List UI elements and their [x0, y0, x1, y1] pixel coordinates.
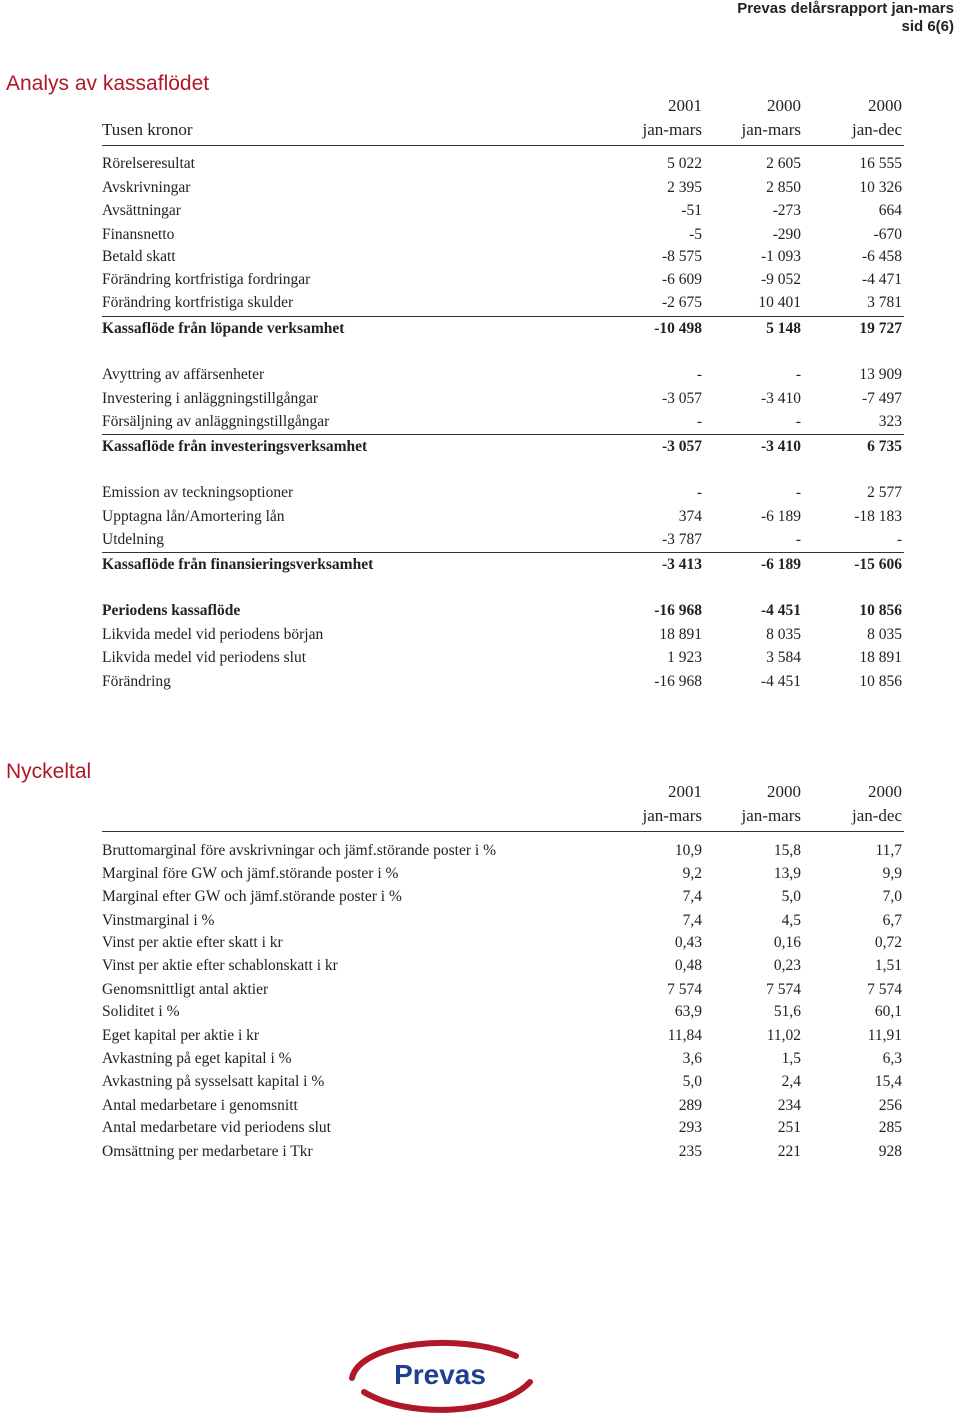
table-row — [102, 294, 904, 316]
row-value: - — [795, 413, 801, 430]
table-row — [102, 1073, 904, 1095]
col-period: jan-dec — [851, 806, 902, 825]
divider — [102, 316, 904, 317]
row-value: -3 057 — [661, 438, 702, 455]
row-value: 15,4 — [874, 1073, 902, 1090]
row-value: -6 609 — [661, 271, 702, 288]
table-row — [102, 226, 904, 248]
subtotal-row — [102, 320, 904, 342]
row-value: 7 574 — [867, 981, 902, 998]
row-label: Emission av teckningsoptioner — [102, 484, 294, 501]
row-value: -10 498 — [654, 320, 702, 337]
table-row — [102, 1119, 904, 1141]
row-label: Förändring kortfristiga skulder — [102, 294, 294, 311]
row-value: -6 189 — [760, 508, 801, 525]
row-label: Avkastning på eget kapital i % — [102, 1050, 292, 1067]
table-row — [102, 202, 904, 224]
row-label: Omsättning per medarbetare i Tkr — [102, 1143, 313, 1160]
table-row — [102, 842, 904, 864]
row-value: 928 — [878, 1143, 902, 1160]
row-value: 0,23 — [773, 957, 801, 974]
row-value: 10 856 — [859, 602, 902, 619]
row-value: 3 584 — [766, 649, 801, 666]
row-value: 293 — [678, 1119, 702, 1136]
table-row — [102, 248, 904, 270]
col-year: 2000 — [868, 96, 902, 115]
row-value: - — [795, 484, 801, 501]
row-label: Betald skatt — [102, 248, 176, 265]
row-value: -16 968 — [654, 673, 702, 690]
col-year: 2000 — [767, 782, 801, 801]
row-value: -51 — [681, 202, 702, 219]
row-value: 7 574 — [667, 981, 702, 998]
row-value: -4 451 — [760, 673, 801, 690]
table-row — [102, 1027, 904, 1049]
keyratios-section-title: Nyckeltal — [6, 760, 92, 783]
row-value: 6 735 — [867, 438, 902, 455]
row-value: 7,4 — [682, 912, 702, 929]
table-row — [102, 649, 904, 671]
row-value: - — [696, 413, 702, 430]
subtotal-row — [102, 438, 904, 460]
row-value: - — [696, 366, 702, 383]
row-value: -4 451 — [760, 602, 801, 619]
row-value: -8 575 — [661, 248, 702, 265]
row-label: Likvida medel vid periodens början — [102, 626, 324, 643]
row-value: 11,84 — [667, 1027, 702, 1044]
row-value: 6,3 — [882, 1050, 902, 1067]
row-value: 2,4 — [781, 1073, 801, 1090]
prevas-logo-mark — [340, 1334, 540, 1416]
row-value: 0,43 — [674, 934, 702, 951]
row-value: 235 — [678, 1143, 702, 1160]
row-value: 60,1 — [874, 1003, 902, 1020]
row-value: 1,5 — [781, 1050, 801, 1067]
row-label: Avyttring av affärsenheter — [102, 366, 265, 383]
row-value: -18 183 — [854, 508, 902, 525]
row-value: 10 401 — [758, 294, 801, 311]
row-value: 5 148 — [766, 320, 801, 337]
row-value: 9,9 — [882, 865, 902, 882]
col-period: jan-mars — [741, 120, 801, 139]
table-row — [102, 155, 904, 177]
row-value: 6,7 — [882, 912, 902, 929]
row-value: 19 727 — [859, 320, 902, 337]
row-label: Genomsnittligt antal aktier — [102, 981, 269, 998]
row-label: Investering i anläggningstillgångar — [102, 390, 319, 407]
row-value: 3,6 — [682, 1050, 702, 1067]
table-row — [102, 934, 904, 956]
row-value: 0,16 — [773, 934, 801, 951]
row-label: Förändring — [102, 673, 171, 690]
divider — [102, 552, 904, 553]
table-row — [102, 957, 904, 979]
row-value: -3 057 — [661, 390, 702, 407]
row-value: 289 — [678, 1097, 702, 1114]
col-period: jan-mars — [642, 120, 702, 139]
row-value: -2 675 — [661, 294, 702, 311]
row-label: Soliditet i % — [102, 1003, 180, 1020]
row-value: -9 052 — [760, 271, 801, 288]
row-value: 10 326 — [859, 179, 902, 196]
row-value: 5,0 — [781, 888, 801, 905]
row-value: 18 891 — [859, 649, 902, 666]
table-row — [102, 366, 904, 388]
row-label: Eget kapital per aktie i kr — [102, 1027, 260, 1044]
row-value: 7,4 — [682, 888, 702, 905]
row-value: 16 555 — [859, 155, 902, 172]
row-value: -6 189 — [760, 556, 801, 573]
row-value: 8 035 — [766, 626, 801, 643]
row-label: Försäljning av anläggningstillgångar — [102, 413, 330, 430]
row-value: 5 022 — [667, 155, 702, 172]
row-value: -5 — [689, 226, 702, 243]
row-value: -3 787 — [661, 531, 702, 548]
row-value: -6 458 — [861, 248, 902, 265]
col-period: jan-mars — [642, 806, 702, 825]
row-label: Förändring kortfristiga fordringar — [102, 271, 311, 288]
cashflow-header-periods — [102, 120, 904, 142]
row-value: 234 — [777, 1097, 801, 1114]
table-row — [102, 413, 904, 435]
row-value: 4,5 — [781, 912, 801, 929]
table-row — [102, 912, 904, 934]
row-value: - — [896, 531, 902, 548]
row-label: Likvida medel vid periodens slut — [102, 649, 307, 666]
prevas-logo — [340, 1334, 540, 1416]
row-label: Periodens kassaflöde — [102, 602, 241, 619]
row-label: Kassaflöde från löpande verksamhet — [102, 320, 345, 337]
col-period: jan-mars — [741, 806, 801, 825]
divider — [102, 145, 904, 146]
row-value: - — [795, 531, 801, 548]
table-row — [102, 673, 904, 695]
col-year: 2001 — [668, 96, 702, 115]
row-value: 13 909 — [859, 366, 902, 383]
table-row — [102, 1097, 904, 1119]
row-value: 221 — [777, 1143, 801, 1160]
row-value: 63,9 — [674, 1003, 702, 1020]
row-label: Rörelseresultat — [102, 155, 195, 172]
row-label: Avskrivningar — [102, 179, 191, 196]
row-value: 7 574 — [766, 981, 801, 998]
row-value: 664 — [878, 202, 902, 219]
row-value: 7,0 — [882, 888, 902, 905]
row-value: -3 413 — [661, 556, 702, 573]
table-row — [102, 508, 904, 530]
row-value: -290 — [772, 226, 801, 243]
logo-wordmark: Prevas — [394, 1359, 486, 1390]
row-value: 2 577 — [867, 484, 902, 501]
row-value: 0,72 — [874, 934, 902, 951]
table-row — [102, 1050, 904, 1072]
row-value: 251 — [777, 1119, 801, 1136]
row-value: -16 968 — [654, 602, 702, 619]
row-value: 374 — [678, 508, 702, 525]
col-year: 2001 — [668, 782, 702, 801]
unit-label: Tusen kronor — [102, 120, 193, 139]
row-label: Avsättningar — [102, 202, 181, 219]
row-label: Vinst per aktie efter schablonskatt i kr — [102, 957, 338, 974]
row-value: 8 035 — [867, 626, 902, 643]
row-value: 10 856 — [859, 673, 902, 690]
row-label: Utdelning — [102, 531, 164, 548]
row-value: 11,7 — [875, 842, 902, 859]
row-value: 10,9 — [674, 842, 702, 859]
row-label: Kassaflöde från finansieringsverksamhet — [102, 556, 374, 573]
row-value: 13,9 — [773, 865, 801, 882]
row-value: 15,8 — [773, 842, 801, 859]
col-period: jan-dec — [851, 120, 902, 139]
keyratios-header-periods — [102, 806, 904, 828]
table-row — [102, 179, 904, 201]
row-value: -15 606 — [854, 556, 902, 573]
table-row — [102, 390, 904, 412]
row-label: Marginal efter GW och jämf.störande poster i % — [102, 888, 402, 905]
row-value: -1 093 — [760, 248, 801, 265]
row-label: Antal medarbetare i genomsnitt — [102, 1097, 298, 1114]
row-value: 51,6 — [773, 1003, 801, 1020]
row-value: 9,2 — [682, 865, 702, 882]
row-value: 11,02 — [766, 1027, 801, 1044]
page-number: sid 6(6) — [901, 18, 954, 35]
keyratios-header-years — [102, 782, 904, 804]
table-row — [102, 531, 904, 553]
row-label: Bruttomarginal före avskrivningar och jämf.störande poster i % — [102, 842, 496, 859]
row-label: Vinstmarginal i % — [102, 912, 215, 929]
row-value: -3 410 — [760, 438, 801, 455]
row-value: 1,51 — [874, 957, 902, 974]
total-row — [102, 602, 904, 624]
row-label: Finansnetto — [102, 226, 175, 243]
row-label: Antal medarbetare vid periodens slut — [102, 1119, 331, 1136]
row-value: 5,0 — [682, 1073, 702, 1090]
row-label: Vinst per aktie efter skatt i kr — [102, 934, 283, 951]
divider — [102, 831, 904, 832]
row-value: 2 850 — [766, 179, 801, 196]
table-row — [102, 626, 904, 648]
table-row — [102, 484, 904, 506]
table-row — [102, 1143, 904, 1165]
table-row — [102, 888, 904, 910]
row-value: 2 395 — [667, 179, 702, 196]
row-value: -7 497 — [861, 390, 902, 407]
row-value: -4 471 — [861, 271, 902, 288]
row-value: 3 781 — [867, 294, 902, 311]
row-value: - — [696, 484, 702, 501]
row-label: Kassaflöde från investeringsverksamhet — [102, 438, 368, 455]
subtotal-row — [102, 556, 904, 578]
row-value: 0,48 — [674, 957, 702, 974]
col-year: 2000 — [767, 96, 801, 115]
col-year: 2000 — [868, 782, 902, 801]
table-row — [102, 981, 904, 1003]
table-row — [102, 1003, 904, 1025]
row-value: -670 — [873, 226, 902, 243]
row-value: 18 891 — [659, 626, 702, 643]
cashflow-section-title: Analys av kassaflödet — [6, 72, 210, 95]
row-value: 285 — [878, 1119, 902, 1136]
table-row — [102, 271, 904, 293]
row-value: -3 410 — [760, 390, 801, 407]
row-value: 323 — [878, 413, 902, 430]
report-header-title: Prevas delårsrapport jan-mars — [737, 0, 954, 17]
row-label: Marginal före GW och jämf.störande poster i % — [102, 865, 399, 882]
row-label: Avkastning på sysselsatt kapital i % — [102, 1073, 325, 1090]
row-value: 1 923 — [667, 649, 702, 666]
row-value: 2 605 — [766, 155, 801, 172]
row-value: 256 — [878, 1097, 902, 1114]
row-label: Upptagna lån/Amortering lån — [102, 508, 285, 525]
row-value: - — [795, 366, 801, 383]
divider — [102, 434, 904, 435]
table-row — [102, 865, 904, 887]
cashflow-header-years — [102, 96, 904, 118]
row-value: -273 — [772, 202, 801, 219]
row-value: 11,91 — [867, 1027, 902, 1044]
